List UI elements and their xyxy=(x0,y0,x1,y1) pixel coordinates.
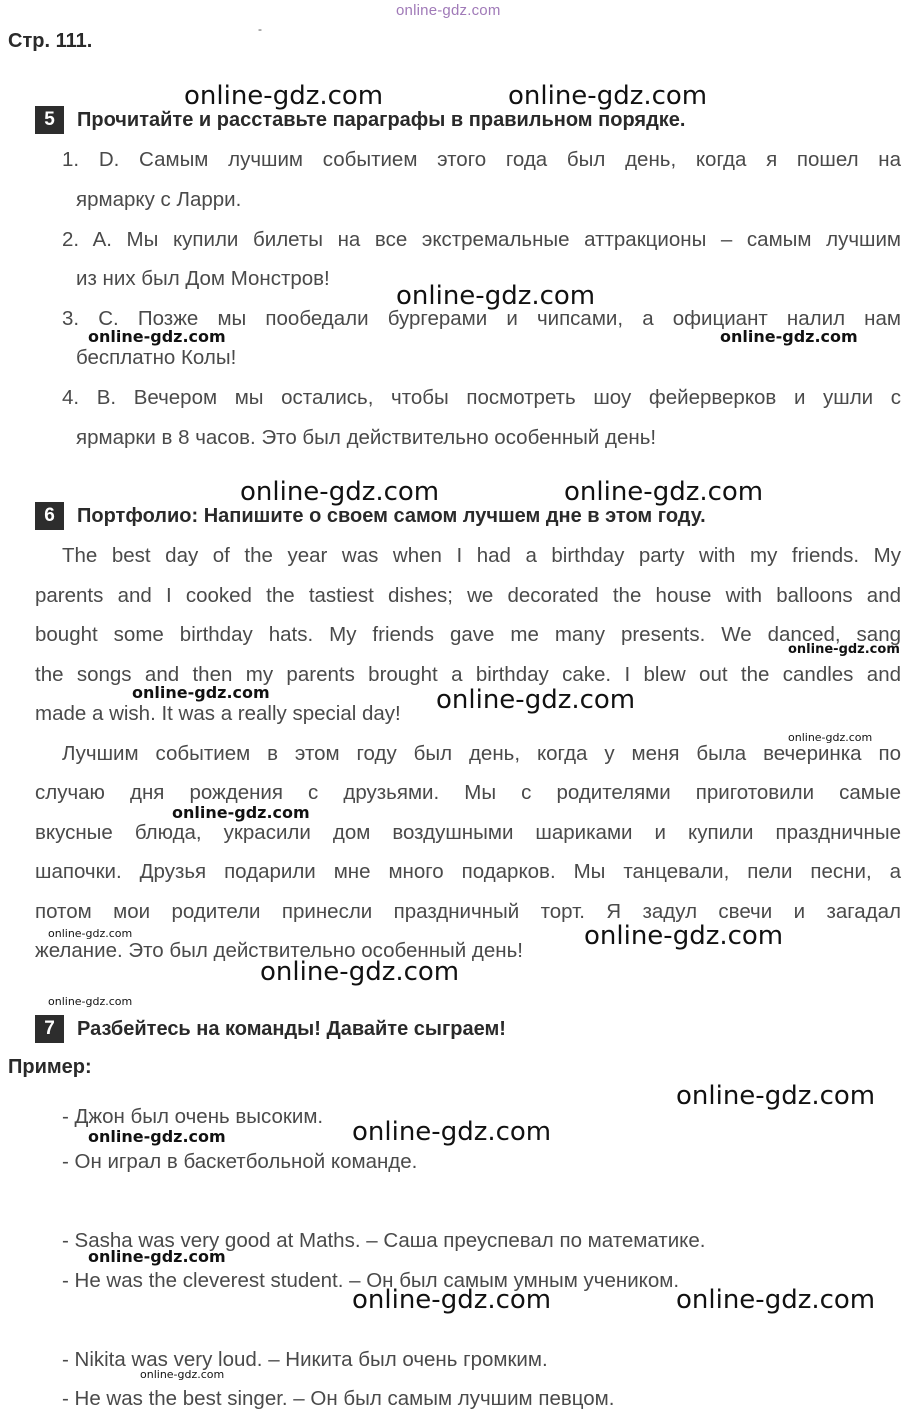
ex6-russian-line-3: вкусные блюда, украсили дом воздушными шариками и купили праздничные xyxy=(35,821,901,844)
ex5-item-1-line-1: 1. D. Самым лучшим событием этого года был день, когда я пошел на xyxy=(62,148,901,171)
ex6-english-line-1: The best day of the year was when I had a birthday party with my friends. My xyxy=(62,544,901,567)
watermark: online-gdz.com xyxy=(584,921,784,951)
ex7-line-3: - Sasha was very good at Maths. – Саша преуспевал по математике. xyxy=(62,1229,706,1252)
ex5-item-1-line-2: ярмарку с Ларри. xyxy=(76,188,242,211)
ex6-russian-line-4: шапочки. Друзья подарили мне много подарков. Мы танцевали, пели песни, а xyxy=(35,860,901,883)
ex5-item-2-line-1: 2. A. Мы купили билеты на все экстремальные аттракционы – самым лучшим xyxy=(62,228,901,251)
ex5-item-3-line-1: 3. C. Позже мы пообедали бургерами и чипсами, а официант налил нам xyxy=(62,307,901,330)
watermark: online-gdz.com xyxy=(436,685,636,715)
watermark: online-gdz.com xyxy=(48,927,133,940)
ex7-line-2: - Он играл в баскетбольной команде. xyxy=(62,1150,418,1173)
ex6-russian-line-6: желание. Это был действительно особенный день! xyxy=(35,939,523,962)
watermark: online-gdz.com xyxy=(508,81,708,111)
watermark: online-gdz.com xyxy=(720,327,858,346)
ex5-item-2-line-2: из них был Дом Монстров! xyxy=(76,267,330,290)
ex6-russian-line-5: потом мои родители принесли праздничный торт. Я задул свечи и загадал xyxy=(35,900,901,923)
watermark: online-gdz.com xyxy=(676,1081,876,1111)
watermark: online-gdz.com xyxy=(240,477,440,507)
watermark: online-gdz.com xyxy=(184,81,384,111)
watermark: online-gdz.com xyxy=(88,327,226,346)
watermark: online-gdz.com xyxy=(260,957,460,987)
ex6-english-line-5: made a wish. It was a really special day! xyxy=(35,702,401,725)
exercise-7-number-badge: 7 xyxy=(35,1015,64,1043)
watermark: online-gdz.com xyxy=(352,1117,552,1147)
exercise-7-title: Разбейтесь на команды! Давайте сыграем! xyxy=(77,1017,506,1040)
tick-mark: - xyxy=(258,22,262,36)
exercise-5-number-badge: 5 xyxy=(35,106,64,134)
ex7-line-5: - Nikita was very loud. – Никита был очень громким. xyxy=(62,1348,548,1371)
ex6-russian-line-2: случаю дня рождения с друзьями. Мы с родителями приготовили самые xyxy=(35,781,901,804)
watermark: online-gdz.com xyxy=(564,477,764,507)
exercise-7-header xyxy=(35,1015,506,1043)
watermark: online-gdz.com xyxy=(140,1368,225,1381)
watermark: online-gdz.com xyxy=(788,731,873,744)
watermark: online-gdz.com xyxy=(676,1285,876,1315)
ex6-english-line-4: the songs and then my parents brought a birthday cake. I blew out the candles and xyxy=(35,663,901,686)
watermark: online-gdz.com xyxy=(88,1247,226,1266)
ex7-line-1: - Джон был очень высоким. xyxy=(62,1105,324,1128)
watermark: online-gdz.com xyxy=(88,1127,226,1146)
watermark: online-gdz.com xyxy=(172,803,310,822)
exercise-6-title: Портфолио: Напишите о своем самом лучшем дне в этом году. xyxy=(77,504,706,527)
watermark: online-gdz.com xyxy=(48,995,133,1008)
watermark: online-gdz.com xyxy=(352,1285,552,1315)
ex6-english-line-2: parents and I cooked the tastiest dishes; we decorated the house with balloons and xyxy=(35,584,901,607)
ex5-item-4-line-1: 4. B. Вечером мы остались, чтобы посмотреть шоу фейерверков и ушли с xyxy=(62,386,901,409)
exercise-5-title: Прочитайте и расставьте параграфы в правильном порядке. xyxy=(77,108,686,131)
ex5-item-3-line-2: бесплатно Колы! xyxy=(76,346,237,369)
exercise-6-number-badge: 6 xyxy=(35,502,64,530)
page-label: Стр. 111. xyxy=(8,30,93,52)
ex7-line-4: - He was the cleverest student. – Он был самым умным учеником. xyxy=(62,1269,680,1292)
watermark: online-gdz.com xyxy=(788,642,900,657)
example-label: Пример: xyxy=(8,1056,92,1078)
ex6-russian-line-1: Лучшим событием в этом году был день, когда у меня была вечеринка по xyxy=(62,742,901,765)
ex7-line-6: - He was the best singer. – Он был самым лучшим певцом. xyxy=(62,1387,615,1410)
ex6-english-line-3: bought some birthday hats. My friends gave me many presents. We danced, sang xyxy=(35,623,901,646)
top-watermark: online-gdz.com xyxy=(396,2,501,19)
watermark: online-gdz.com xyxy=(396,281,596,311)
watermark: online-gdz.com xyxy=(132,683,270,702)
ex5-item-4-line-2: ярмарки в 8 часов. Это был действительно особенный день! xyxy=(76,426,657,449)
